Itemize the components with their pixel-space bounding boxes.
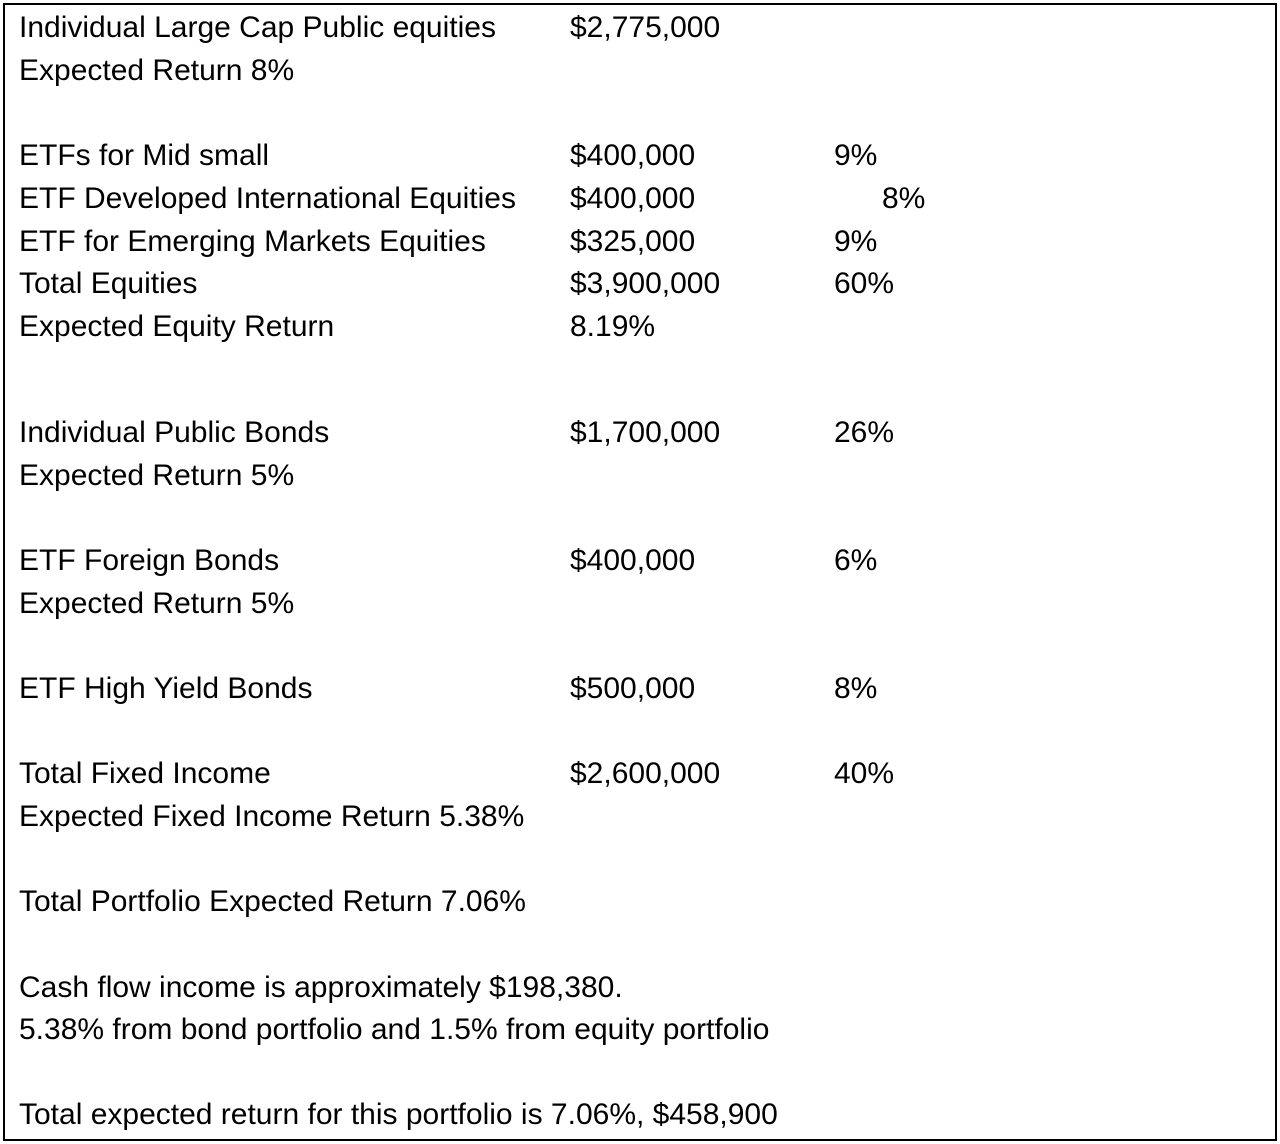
cash-flow-income: Cash flow income is approximately $198,380. <box>19 971 623 1004</box>
foreign-bonds-amount: $400,000 <box>570 544 696 577</box>
developed-intl-pct: 8% <box>882 182 926 215</box>
public-bonds-expected-return: Expected Return 5% <box>19 459 295 492</box>
large-cap-expected-return: Expected Return 8% <box>19 54 295 87</box>
large-cap-label: Individual Large Cap Public equities <box>19 11 496 44</box>
emerging-pct: 9% <box>834 225 878 258</box>
foreign-bonds-expected-return: Expected Return 5% <box>19 587 295 620</box>
expected-equity-return-value: 8.19% <box>570 310 656 343</box>
total-expected-return: Total expected return for this portfolio is 7.06%, $458,900 <box>19 1098 778 1131</box>
large-cap-amount: $2,775,000 <box>570 11 721 44</box>
total-fixed-income-pct: 40% <box>834 757 895 790</box>
emerging-amount: $325,000 <box>570 225 696 258</box>
total-equities-label: Total Equities <box>19 267 198 300</box>
cash-flow-breakdown: 5.38% from bond portfolio and 1.5% from equity portfolio <box>19 1013 770 1046</box>
high-yield-bonds-amount: $500,000 <box>570 672 696 705</box>
public-bonds-amount: $1,700,000 <box>570 416 721 449</box>
total-fixed-income-amount: $2,600,000 <box>570 757 721 790</box>
emerging-label: ETF for Emerging Markets Equities <box>19 225 486 258</box>
foreign-bonds-pct: 6% <box>834 544 878 577</box>
foreign-bonds-label: ETF Foreign Bonds <box>19 544 280 577</box>
public-bonds-pct: 26% <box>834 416 895 449</box>
mid-small-amount: $400,000 <box>570 139 696 172</box>
total-fixed-income-label: Total Fixed Income <box>19 757 271 790</box>
developed-intl-label: ETF Developed International Equities <box>19 182 516 215</box>
total-equities-amount: $3,900,000 <box>570 267 721 300</box>
high-yield-bonds-label: ETF High Yield Bonds <box>19 672 313 705</box>
mid-small-pct: 9% <box>834 139 878 172</box>
developed-intl-amount: $400,000 <box>570 182 696 215</box>
mid-small-label: ETFs for Mid small <box>19 139 270 172</box>
total-portfolio-expected-return: Total Portfolio Expected Return 7.06% <box>19 885 526 918</box>
document-frame <box>3 3 1277 1141</box>
public-bonds-label: Individual Public Bonds <box>19 416 330 449</box>
high-yield-bonds-pct: 8% <box>834 672 878 705</box>
expected-equity-return-label: Expected Equity Return <box>19 310 335 343</box>
expected-fixed-income-return: Expected Fixed Income Return 5.38% <box>19 800 525 833</box>
total-equities-pct: 60% <box>834 267 895 300</box>
